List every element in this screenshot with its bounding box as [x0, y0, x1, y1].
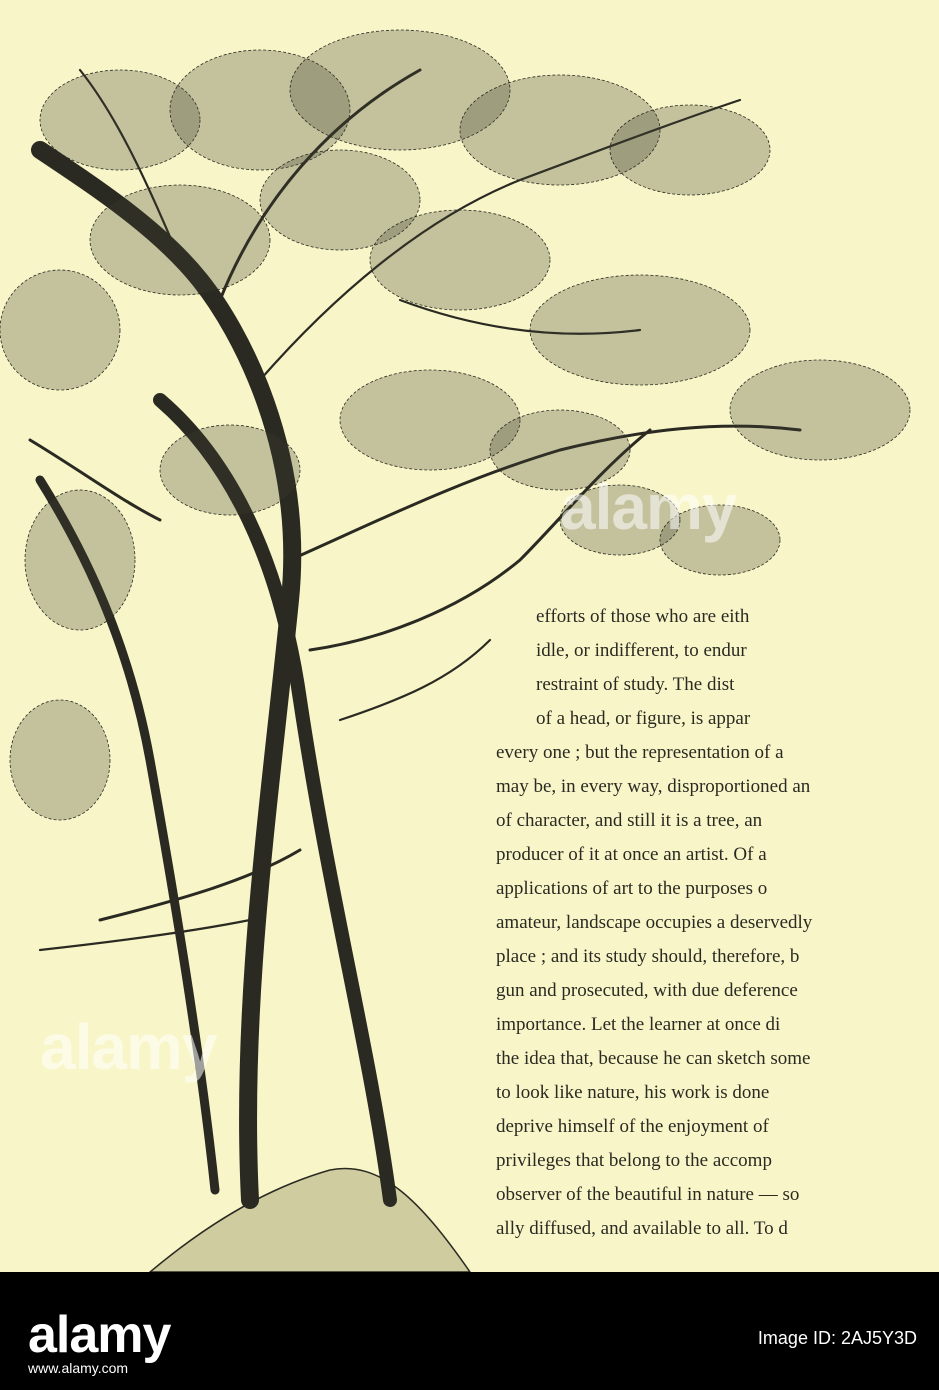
text-line: efforts of those who are eith [536, 606, 750, 627]
text-line: gun and prosecuted, with due deference [496, 980, 798, 1001]
foliage-cluster [530, 275, 750, 385]
brand-url[interactable]: www.alamy.com [28, 1360, 129, 1376]
rock-mound [150, 1168, 470, 1272]
text-line: applications of art to the purposes o [496, 878, 768, 899]
brand-logo: alamy [28, 1306, 171, 1364]
foliage-cluster [160, 425, 300, 515]
text-line: idle, or indifferent, to endur [536, 640, 747, 661]
text-line: of a head, or figure, is appar [536, 708, 751, 729]
foliage-cluster [490, 410, 630, 490]
foliage-cluster [0, 270, 120, 390]
text-line: place ; and its study should, therefore, b [496, 946, 800, 967]
text-line: the idea that, because he can sketch some [496, 1048, 811, 1069]
foliage-cluster [25, 490, 135, 630]
foliage-cluster [370, 210, 550, 310]
text-line: restraint of study. The dist [536, 674, 735, 695]
text-line: amateur, landscape occupies a deservedly [496, 912, 813, 933]
text-line: producer of it at once an artist. Of a [496, 844, 767, 865]
text-line: privileges that belong to the accomp [496, 1150, 772, 1171]
watermark-mid: alamy [560, 471, 737, 543]
watermark-top: alamy [40, 1011, 217, 1083]
foliage-cluster [90, 185, 270, 295]
foliage-cluster [660, 505, 780, 575]
text-line: observer of the beautiful in nature — so [496, 1184, 800, 1205]
text-line: importance. Let the learner at once di [496, 1014, 781, 1035]
text-line: every one ; but the representation of a [496, 742, 784, 763]
branch [340, 640, 490, 720]
branch [40, 920, 250, 950]
text-line: to look like nature, his work is done [496, 1082, 770, 1103]
body-text-column [496, 600, 939, 1246]
text-line: may be, in every way, disproportioned an [496, 776, 811, 797]
image-id-label: Image ID: 2AJ5Y3D [757, 1328, 917, 1348]
foliage-cluster [10, 700, 110, 820]
text-line: ally diffused, and available to all. To d [496, 1218, 788, 1239]
text-line: of character, and still it is a tree, an [496, 810, 763, 831]
foliage-cluster [730, 360, 910, 460]
text-line: deprive himself of the enjoyment of [496, 1116, 769, 1137]
foliage-cluster [610, 105, 770, 195]
